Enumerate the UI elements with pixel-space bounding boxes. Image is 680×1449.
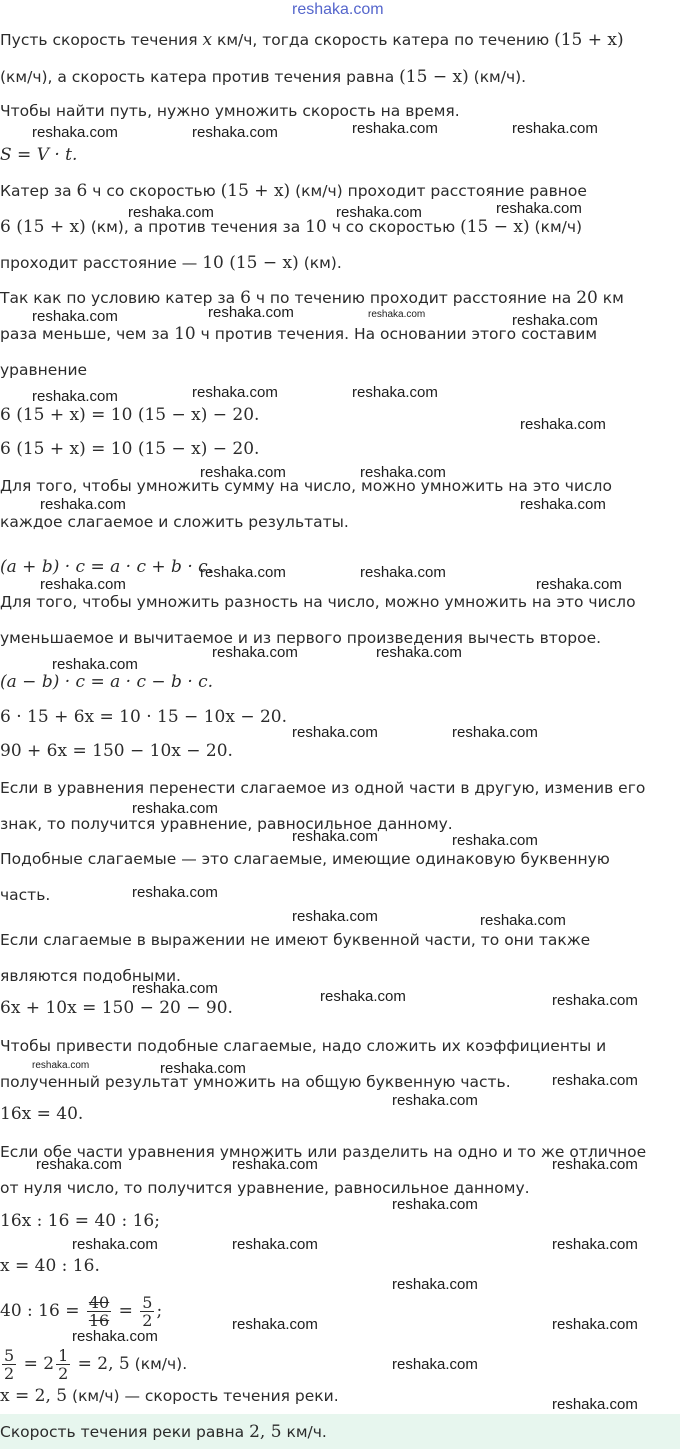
formula: S = V · t. (0, 145, 78, 165)
text-line: каждое слагаемое и сложить результаты. (0, 513, 349, 531)
text-line: являются подобными. (0, 967, 181, 985)
watermark: reshaka.com (128, 204, 214, 221)
answer-text: Скорость течения реки равна 2, 5 км/ч. (0, 1422, 327, 1442)
watermark: reshaka.com (32, 1060, 90, 1071)
watermark: reshaka.com (200, 564, 286, 581)
watermark: reshaka.com (232, 1156, 318, 1173)
watermark: reshaka.com (200, 464, 286, 481)
fraction: $\frac{5}{2}$ (4, 1346, 15, 1383)
text-line: Подобные слагаемые — это слагаемые, имеющие одинаковую буквенную (0, 850, 610, 868)
site-header[interactable]: reshaka.com (292, 1, 384, 18)
answer-box (0, 1414, 680, 1449)
watermark: reshaka.com (360, 564, 446, 581)
watermark: reshaka.com (52, 656, 138, 673)
watermark: reshaka.com (292, 828, 378, 845)
fraction: $\frac{40}{16}$ (88, 1293, 110, 1330)
watermark: reshaka.com (392, 1196, 478, 1213)
watermark: reshaka.com (32, 308, 118, 325)
text-line: от нуля число, то получится уравнение, равносильное данному. (0, 1179, 530, 1197)
equation: 40 : 16 = $\frac{40}{16}$ = $\frac{5}{2}$ ; (0, 1293, 163, 1330)
watermark: reshaka.com (40, 496, 126, 513)
watermark: reshaka.com (552, 1156, 638, 1173)
watermark: reshaka.com (132, 884, 218, 901)
text-line: часть. (0, 886, 51, 904)
equation: 90 + 6x = 150 − 10x − 20. (0, 741, 233, 761)
text-line: Катер за 6 ч со скоростью (15 + x) (км/ч) проходит расстояние равное (0, 181, 587, 201)
text-line: Если обе части уравнения умножить или разделить на одно и то же отличное (0, 1143, 647, 1161)
watermark: reshaka.com (512, 120, 598, 137)
watermark: reshaka.com (232, 1316, 318, 1333)
watermark: reshaka.com (192, 124, 278, 141)
watermark: reshaka.com (520, 496, 606, 513)
text-line: Если слагаемые в выражении не имеют буквенной части, то они также (0, 931, 591, 949)
watermark: reshaka.com (352, 120, 438, 137)
watermark: reshaka.com (480, 912, 566, 929)
watermark: reshaka.com (192, 384, 278, 401)
fraction: $\frac{1}{2}$ (58, 1346, 69, 1383)
watermark: reshaka.com (160, 1060, 246, 1077)
watermark: reshaka.com (320, 988, 406, 1005)
equation: 6 (15 + x) = 10 (15 − x) − 20. (0, 405, 260, 425)
text-line: Чтобы найти путь, нужно умножить скорость на время. (0, 102, 460, 120)
watermark: reshaka.com (552, 992, 638, 1009)
equation: $\frac{5}{2}$ = 2 $\frac{1}{2}$ = 2, 5 (км/ч). (4, 1346, 188, 1383)
text-line: Пусть скорость течения x км/ч, тогда скорость катера по течению (15 + x) (0, 30, 624, 50)
watermark: reshaka.com (292, 724, 378, 741)
watermark: reshaka.com (452, 724, 538, 741)
watermark: reshaka.com (552, 1396, 638, 1413)
watermark: reshaka.com (212, 644, 298, 661)
watermark: reshaka.com (368, 309, 426, 320)
watermark: reshaka.com (552, 1316, 638, 1333)
text-line: уравнение (0, 361, 88, 379)
text-line: (км/ч), а скорость катера против течения равна (15 − x) (км/ч). (0, 67, 527, 87)
watermark: reshaka.com (208, 304, 294, 321)
watermark: reshaka.com (132, 980, 218, 997)
watermark: reshaka.com (292, 908, 378, 925)
equation: 6 (15 + x) = 10 (15 − x) − 20. (0, 439, 260, 459)
rule-sum: (a + b) · c = a · c + b · c. (0, 557, 214, 577)
watermark: reshaka.com (552, 1072, 638, 1089)
watermark: reshaka.com (520, 416, 606, 433)
watermark: reshaka.com (452, 832, 538, 849)
text-line: полученный результат умножить на общую буквенную часть. (0, 1073, 511, 1091)
text-line: знак, то получится уравнение, равносильное данному. (0, 815, 453, 833)
text-line: x = 2, 5 (км/ч) — скорость течения реки. (0, 1386, 339, 1406)
watermark: reshaka.com (392, 1356, 478, 1373)
text-line: раза меньше, чем за 10 ч против течения. На основании этого составим (0, 324, 598, 344)
watermark: reshaka.com (132, 800, 218, 817)
text-line: Для того, чтобы умножить разность на число, можно умножить на это число (0, 593, 636, 611)
watermark: reshaka.com (536, 576, 622, 593)
watermark: reshaka.com (72, 1236, 158, 1253)
equation: 6 · 15 + 6x = 10 · 15 − 10x − 20. (0, 707, 287, 727)
watermark: reshaka.com (512, 312, 598, 329)
watermark: reshaka.com (232, 1236, 318, 1253)
watermark: reshaka.com (336, 204, 422, 221)
text-line: уменьшаемое и вычитаемое и из первого произведения вычесть второе. (0, 629, 602, 647)
text-line: Так как по условию катер за 6 ч по течению проходит расстояние на 20 км (0, 288, 624, 308)
watermark: reshaka.com (496, 200, 582, 217)
watermark: reshaka.com (392, 1092, 478, 1109)
equation: x = 40 : 16. (0, 1256, 100, 1276)
watermark: reshaka.com (36, 1156, 122, 1173)
watermark: reshaka.com (352, 384, 438, 401)
watermark: reshaka.com (552, 1236, 638, 1253)
watermark: reshaka.com (360, 464, 446, 481)
equation: 16x = 40. (0, 1104, 84, 1124)
text-line: проходит расстояние — 10 (15 − x) (км). (0, 253, 342, 273)
watermark: reshaka.com (32, 388, 118, 405)
rule-diff: (a − b) · c = a · c − b · c. (0, 672, 214, 692)
watermark: reshaka.com (32, 124, 118, 141)
watermark: reshaka.com (72, 1328, 158, 1345)
text-line: Для того, чтобы умножить сумму на число, можно умножить на это число (0, 477, 612, 495)
text-line: Если в уравнения перенести слагаемое из одной части в другую, изменив его (0, 779, 646, 797)
equation: 16x : 16 = 40 : 16; (0, 1211, 160, 1231)
equation: 6x + 10x = 150 − 20 − 90. (0, 998, 233, 1018)
fraction: $\frac{5}{2}$ (142, 1293, 153, 1330)
watermark: reshaka.com (40, 576, 126, 593)
watermark: reshaka.com (392, 1276, 478, 1293)
watermark: reshaka.com (376, 644, 462, 661)
text-line: 6 (15 + x) (км), а против течения за 10 ч со скоростью (15 − x) (км/ч) (0, 217, 583, 237)
text-line: Чтобы привести подобные слагаемые, надо сложить их коэффициенты и (0, 1037, 607, 1055)
